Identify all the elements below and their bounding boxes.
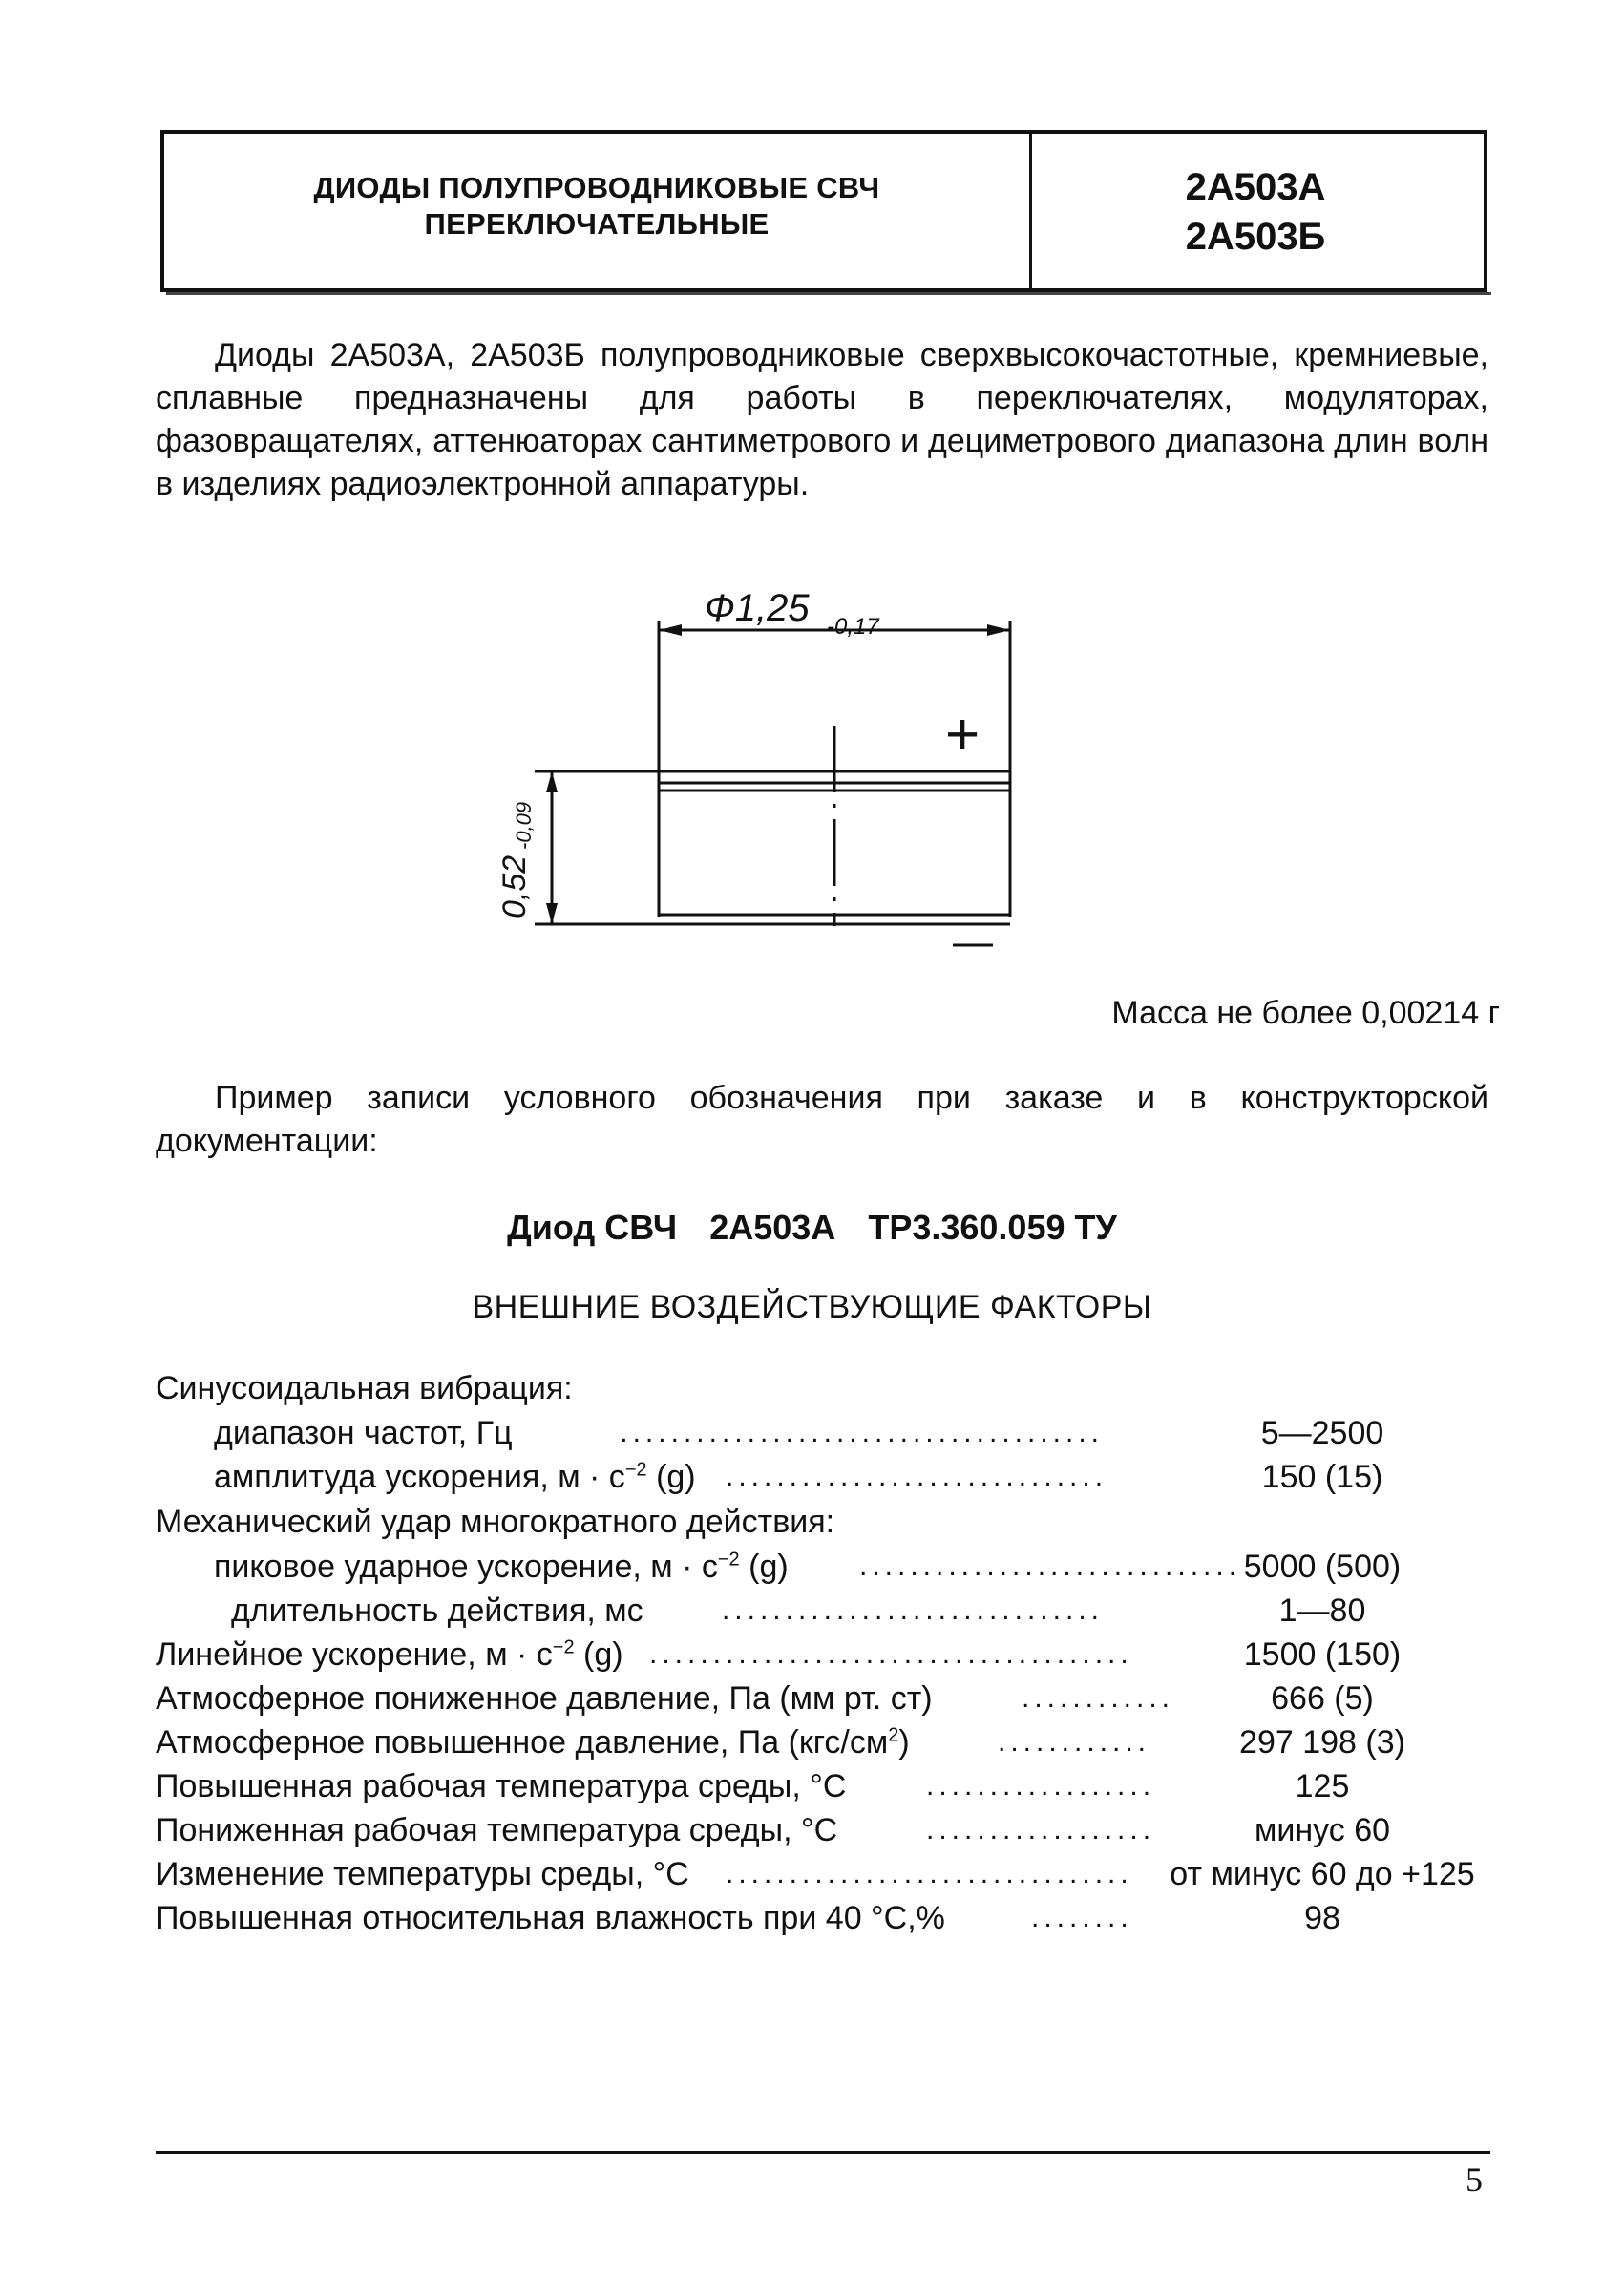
spec-label: амплитуда ускорения, $м \cdot с^{-2}$ (g)	[214, 1459, 700, 1496]
diameter-tolerance-label: -0,17	[827, 614, 879, 640]
leader-dots: ......................................	[620, 1417, 1104, 1448]
leader-dots: ............	[998, 1726, 1151, 1758]
footer-rule	[156, 2151, 1490, 2154]
device-code-b: 2А503Б	[1185, 216, 1326, 258]
header-divider	[1029, 130, 1032, 292]
spec-row-humidity	[0, 1900, 1624, 1944]
spec-row-high-temperature	[0, 1768, 1624, 1812]
designation-part-spec: ТР3.360.059 ТУ	[868, 1208, 1117, 1247]
leader-dots: ..............................	[726, 1461, 1108, 1492]
diode-dimension-drawing	[477, 582, 1050, 983]
spec-label: Атмосферное пониженное давление, Па (мм рт. ст)	[156, 1680, 937, 1718]
designation-example	[0, 1208, 1624, 1248]
section-title: ВНЕШНИЕ ВОЗДЕЙСТВУЮЩИЕ ФАКТОРЫ	[472, 1289, 1152, 1325]
spec-label: Линейное ускорение, $м \cdot с^{-2}$ (g)	[156, 1636, 627, 1674]
spec-value: 98	[1304, 1900, 1340, 1936]
spec-value: минус 60	[1254, 1812, 1391, 1848]
spec-value: 1—80	[1278, 1592, 1366, 1629]
designation-part-type: Диод СВЧ	[507, 1208, 678, 1247]
spec-heading-sine-vibration: Синусоидальная вибрация:	[156, 1370, 573, 1406]
spec-row-acceleration-amplitude	[0, 1459, 1624, 1503]
height-tolerance-label: -0,09	[512, 801, 536, 850]
leader-dots: ..............................	[859, 1550, 1242, 1582]
document-title-line1: ДИОДЫ ПОЛУПРОВОДНИКОВЫЕ СВЧ	[313, 171, 880, 204]
order-example-paragraph: Пример записи условного обозначения при заказе и в конструкторской документации:	[156, 1080, 1488, 1159]
spec-row-peak-acceleration	[0, 1549, 1624, 1592]
spec-label: Изменение температуры среды, °С	[156, 1856, 693, 1893]
spec-row-high-pressure	[0, 1724, 1624, 1768]
leader-dots: ........	[1031, 1902, 1133, 1933]
spec-label: Повышенная относительная влажность при 40 °С,%	[156, 1900, 949, 1937]
leader-dots: ..................	[926, 1814, 1156, 1846]
spec-value: 666 (5)	[1271, 1680, 1374, 1717]
spec-value: 5000 (500)	[1243, 1549, 1402, 1585]
anode-plus-label: +	[945, 702, 981, 768]
header-underline	[166, 292, 1491, 295]
designation-part-code: 2А503А	[709, 1208, 836, 1247]
leader-dots: ................................	[726, 1858, 1133, 1889]
spec-value: 150 (15)	[1261, 1459, 1383, 1495]
spec-row-low-pressure	[0, 1680, 1624, 1724]
leader-dots: ......................................	[649, 1638, 1133, 1670]
leader-dots: ............	[1022, 1682, 1175, 1714]
spec-row-linear-acceleration	[0, 1636, 1624, 1680]
spec-label: Атмосферное повышенное давление, Па $(кгс/см^2)$	[156, 1724, 914, 1761]
spec-value: от минус 60 до +125	[1170, 1856, 1475, 1892]
spec-row-temperature-change	[0, 1856, 1624, 1900]
spec-row-duration	[0, 1592, 1624, 1636]
document-title	[181, 170, 1012, 243]
spec-value: 125	[1295, 1768, 1350, 1804]
spec-row-low-temperature	[0, 1812, 1624, 1856]
document-title-line2: ПЕРЕКЛЮЧАТЕЛЬНЫЕ	[424, 207, 770, 241]
spec-value: 1500 (150)	[1243, 1636, 1402, 1673]
spec-label: длительность действия, мс	[231, 1592, 647, 1630]
spec-label: Пониженная рабочая температура среды, °С	[156, 1812, 841, 1849]
spec-label: пиковое ударное ускорение, $м \cdot с^{-2}$ (g)	[214, 1549, 792, 1586]
spec-row-frequency-range	[0, 1415, 1624, 1459]
spec-label: Повышенная рабочая температура среды, °С	[156, 1768, 850, 1805]
mass-statement: Масса не более 0,00214 г	[1111, 995, 1500, 1031]
leader-dots: ..............................	[721, 1594, 1104, 1626]
height-dimension-label: 0,52	[496, 854, 533, 918]
device-code-a: 2А503А	[1185, 166, 1326, 208]
intro-paragraph: Диоды 2А503А, 2А503Б полупроводниковые сверхвысокочастотные, кремниевые, сплавные предназначены для работы в переключателях, модуляторах, фазовращателях, аттенюаторах сантиметрового и дециметрового диапазона длин волн в изделиях радиоэлектронной аппаратуры.	[156, 337, 1488, 502]
spec-value: 5—2500	[1260, 1415, 1384, 1451]
spec-value: 297 198 (3)	[1239, 1724, 1405, 1761]
spec-label: диапазон частот, Гц	[214, 1415, 517, 1452]
page-number: 5	[1466, 2161, 1483, 2199]
leader-dots: ..................	[926, 1770, 1156, 1802]
device-codes	[1050, 162, 1461, 262]
spec-heading-mechanical-shock: Механический удар многократного действия:	[156, 1504, 835, 1540]
diameter-dimension-label: Ф1,25	[705, 587, 810, 629]
